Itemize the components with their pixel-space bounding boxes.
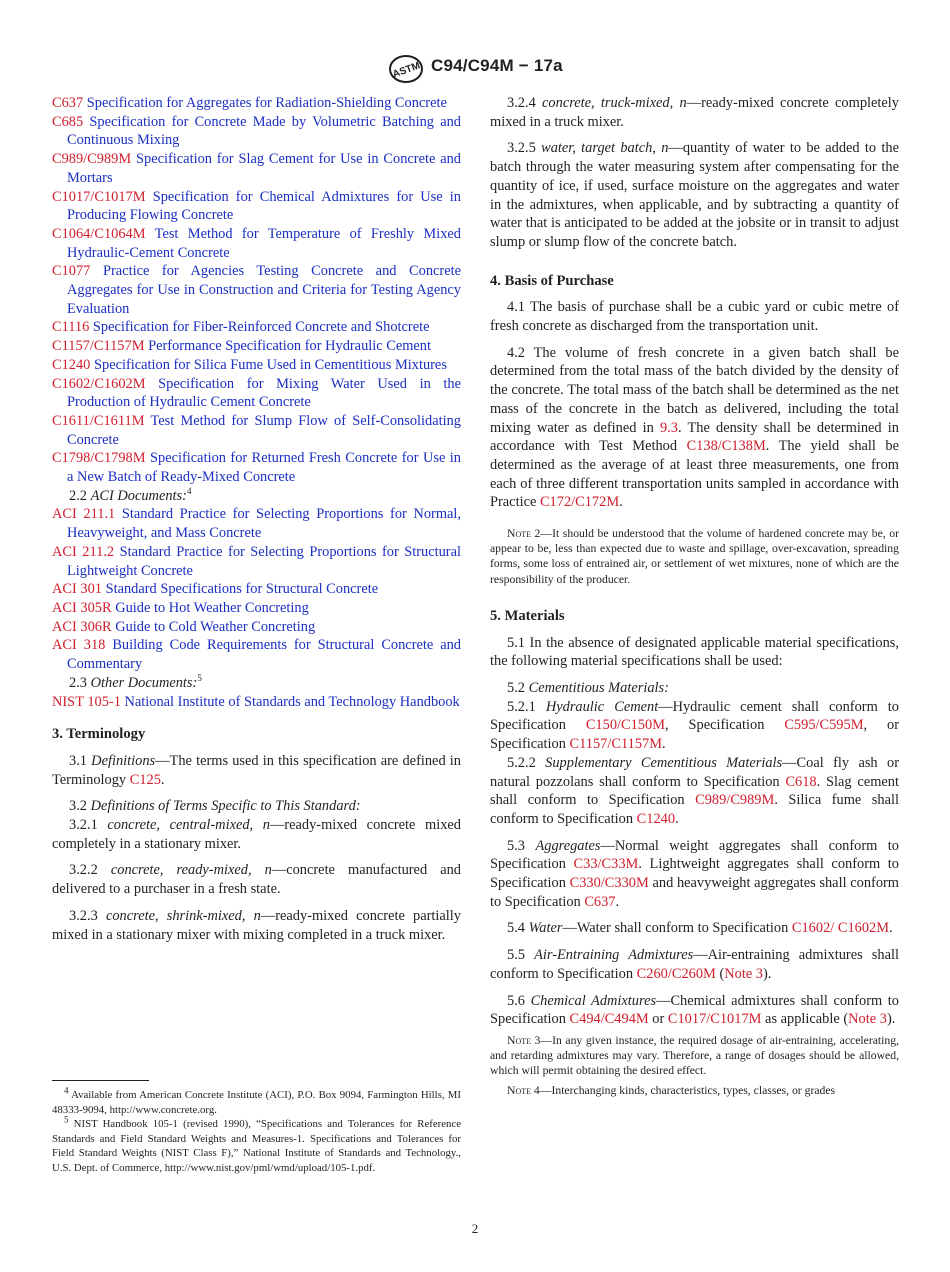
reference-item (52, 412, 461, 449)
note-2: Note 2—It should be understood that the volume of hardened concrete may be, or appear to be, less than expected due to waste and spillage, over-excavation, spreading forms, some loss of entrained air, or settlement of wet mixtures, none of which are the responsibility of the producer. (490, 527, 899, 586)
reference-title-link[interactable]: Standard Specifications for Structural Concrete (105, 581, 379, 598)
para-5-2-1: 5.2.1 Hydraulic Cement—Hydraulic cement shall conform to Specification C150/C150M, Specification C595/C595M, or Specification C1157/C1157M. (490, 698, 900, 753)
reference-title-link[interactable]: Test Method for Temperature of Freshly Mixed Hydraulic-Cement Concrete (67, 225, 462, 261)
aci-reference-list (52, 505, 461, 673)
reference-code-link[interactable]: C1602/C1602M (52, 375, 146, 392)
reference-code-link[interactable]: C685 (52, 113, 84, 130)
link-c618[interactable]: C618 (785, 773, 817, 790)
reference-title-link[interactable]: Specification for Chemical Admixtures for Use in Producing Flowing Concrete (67, 188, 461, 224)
other-reference-list (52, 693, 461, 712)
reference-code-link[interactable]: C1017/C1017M (52, 188, 146, 205)
link-c1157[interactable]: C1157/C1157M (569, 736, 663, 753)
reference-code-link[interactable]: ACI 305R (52, 599, 112, 616)
reference-title-link[interactable]: Specification for Fiber-Reinforced Concrete and Shotcrete (92, 319, 430, 336)
reference-title-link[interactable]: Guide to Hot Weather Concreting (115, 599, 309, 616)
link-c260[interactable]: C260/C260M (636, 965, 716, 982)
reference-item (52, 505, 461, 542)
svg-text:ASTM: ASTM (391, 60, 422, 81)
reference-title-link[interactable]: Specification for Returned Fresh Concrete for Use in a New Batch of Ready-Mixed Concrete (67, 450, 461, 486)
reference-code-link[interactable]: C1240 (52, 356, 91, 373)
reference-code-link[interactable]: C1077 (52, 263, 91, 280)
reference-code-link[interactable]: ACI 318 (52, 637, 106, 654)
reference-title-link[interactable]: Performance Specification for Hydraulic Cement (148, 338, 432, 355)
link-c494[interactable]: C494/C494M (569, 1011, 649, 1028)
section-3-heading: 3. Terminology (52, 726, 146, 743)
para-3-2-1: 3.2.1 concrete, central-mixed, n—ready-mixed concrete mixed completely in a stationary mixer. (52, 817, 461, 852)
para-5-2: 5.2 Cementitious Materials: (507, 679, 669, 696)
link-c138[interactable]: C138/C138M (686, 438, 766, 455)
link-c1240[interactable]: C1240 (636, 810, 676, 827)
reference-item (52, 94, 461, 113)
reference-code-link[interactable]: C1064/C1064M (52, 225, 146, 242)
link-c33[interactable]: C33/C33M (573, 856, 639, 873)
link-note-3[interactable]: Note 3 (848, 1011, 887, 1028)
note-3: Note 3—In any given instance, the required dosage of air-entraining, accelerating, and retarding admixtures may vary. Therefore, a range of dosages should be allowed, which will permit obtaining the desired effect. (490, 1033, 899, 1078)
para-5-5: 5.5 Air-Entraining Admixtures—Air-entraining admixtures shall conform to Specification C260/C260M (Note 3). (490, 947, 899, 982)
reference-code-link[interactable]: C637 (52, 95, 84, 111)
reference-item (52, 318, 461, 337)
reference-item (52, 543, 461, 580)
reference-item (52, 636, 461, 673)
reference-code-link[interactable]: C1611/C1611M (52, 412, 145, 429)
reference-code-link[interactable]: C1116 (52, 319, 90, 336)
reference-code-link[interactable]: C989/C989M (52, 151, 132, 168)
reference-item (52, 375, 461, 412)
para-5-6: 5.6 Chemical Admixtures—Chemical admixtures shall conform to Specification C494/C494M or C1017/C1017M as applicable (Note 3). (490, 992, 899, 1028)
reference-title-link[interactable]: Specification for Aggregates for Radiation-Shielding Concrete (86, 95, 447, 111)
reference-item (52, 188, 461, 225)
para-3-1: 3.1 Definitions—The terms used in this specification are defined in Terminology C125. (52, 752, 461, 788)
reference-item (52, 337, 461, 356)
footnotes (52, 1085, 462, 1176)
reference-title-link[interactable]: Guide to Cold Weather Concreting (115, 618, 316, 635)
reference-title-link[interactable]: Standard Practice for Selecting Proportions for Normal, Heavyweight, and Mass Concrete (67, 506, 461, 542)
astm-logo (388, 55, 424, 83)
reference-item (52, 580, 461, 599)
reference-code-link[interactable]: C1798/C1798M (52, 450, 146, 467)
page-number: 2 (471, 1221, 479, 1236)
footnote-5: $^5$ NIST Handbook 105-1 (revised 1990), “Specifications and Tolerances for Reference Standards and Field Standard Weights and Measures-1. Specifications and Tolerances for Field Standard Weights (NIST Class F),” National Institute of Standards and Technology., U.S. Dept. of Commerce, http://www.nist.gov/pml/wmd/upload/105-1.pdf. (52, 1114, 462, 1174)
reference-item (52, 150, 461, 187)
link-c330[interactable]: C330/C330M (569, 875, 649, 892)
left-column (52, 94, 461, 944)
reference-code-link[interactable]: ACI 306R (52, 618, 112, 635)
footnote-rule (52, 1080, 149, 1081)
reference-item (52, 599, 461, 618)
para-3-2-2: 3.2.2 concrete, ready-mixed, n—concrete manufactured and delivered to a purchaser in a fresh state. (52, 862, 461, 898)
reference-code-link[interactable]: ACI 211.2 (52, 543, 115, 560)
para-5-2-2: 5.2.2 Supplementary Cementitious Materials—Coal fly ash or natural pozzolans shall conform to Specification C618. Slag cement shall conform to Specification C989/C989M. Silica fume shall conform to Specification C1240. (490, 754, 899, 827)
aci-documents-heading: 2.2 ACI Documents:$^4$ (69, 485, 192, 504)
reference-code-link[interactable]: ACI 211.1 (52, 506, 116, 523)
reference-title-link[interactable]: Specification for Silica Fume Used in Cementitious Mixtures (94, 356, 447, 373)
note-4: Note 4—Interchanging kinds, characteristics, types, classes, or grades (507, 1083, 836, 1097)
reference-title-link[interactable]: Standard Practice for Selecting Proportions for Structural Lightweight Concrete (67, 543, 461, 579)
document-id: C94/C94M − 17a (431, 56, 563, 75)
reference-item (52, 356, 461, 375)
reference-title-link[interactable]: Test Method for Slump Flow of Self-Consolidating Concrete (67, 412, 461, 448)
astm-reference-list (52, 94, 461, 487)
reference-item (52, 113, 461, 150)
para-4-2: 4.2 The volume of fresh concrete in a given batch shall be determined from the total mass of the batch divided by the density of the concrete. The total mass of the batch shall be determined as the net mass of the concrete in the batch as delivered, including the total mixing water as defined in 9.3. The density shall be determined in accordance with Test Method C138/C138M. The yield shall be determined as the average of at least three measurements, one from each of three different transportation units sampled in accordance with Practice C172/C172M. (490, 344, 899, 511)
para-3-2-5: 3.2.5 water, target batch, n—quantity of water to be added to the batch through the water measuring system after compensating for the quantity of ice, if used, surface moisture on the aggregates and water in the admixtures, when applicable, and by subtracting a quantity of water that is anticipated to be added at the jobsite or in transit to adjust slump or slump flow of the concrete batch. (490, 140, 899, 250)
link-note-3[interactable]: Note 3 (724, 965, 764, 982)
link-c595[interactable]: C595/C595M (784, 717, 864, 734)
para-3-2-3: 3.2.3 concrete, shrink-mixed, n—ready-mixed concrete partially mixed in a stationary mixer with mixing completed in a truck mixer. (52, 907, 461, 943)
reference-title-link[interactable]: Practice for Agencies Testing Concrete and Concrete Aggregates for Use in Construction and Criteria for Testing Agency Evaluation (67, 263, 462, 317)
link-c637[interactable]: C637 (584, 893, 616, 910)
section-5-heading: 5. Materials (490, 607, 565, 624)
reference-code-link[interactable]: NIST 105-1 (52, 693, 121, 710)
reference-code-link[interactable]: C1157/C1157M (52, 338, 145, 355)
para-5-1: 5.1 In the absence of designated applicable material specifications, the following material specifications shall be used: (490, 634, 899, 670)
para-5-4: 5.4 Water—Water shall conform to Specification C1602/ C1602M. (507, 920, 893, 937)
para-4-1: 4.1 The basis of purchase shall be a cubic yard or cubic metre of fresh concrete as discharged from the transportation unit. (490, 299, 899, 335)
link-c989[interactable]: C989/C989M (695, 792, 775, 809)
para-3-2: 3.2 Definitions of Terms Specific to This Standard: (69, 798, 361, 815)
link-c150[interactable]: C150/C150M (585, 717, 665, 734)
reference-code-link[interactable]: ACI 301 (52, 581, 102, 598)
link-9-3[interactable]: 9.3 (659, 419, 678, 436)
link-c1017[interactable]: C1017/C1017M (667, 1011, 762, 1028)
section-4-heading: 4. Basis of Purchase (490, 272, 614, 289)
reference-title-link[interactable]: Specification for Mixing Water Used in the Production of Hydraulic Cement Concrete (67, 375, 461, 411)
other-documents-heading: 2.3 Other Documents:$^5$ (69, 673, 202, 691)
reference-item (52, 618, 461, 637)
reference-title-link[interactable]: Building Code Requirements for Structural Concrete and Commentary (67, 637, 462, 673)
footnote-4: $^4$ Available from American Concrete Institute (ACI), P.O. Box 9094, Farmington Hills, MI 48333-9094, http://www.concrete.org. (52, 1085, 461, 1116)
para-3-2-4: 3.2.4 concrete, truck-mixed, n—ready-mixed concrete completely mixed in a truck mixer. (490, 95, 899, 130)
reference-item (52, 693, 461, 712)
reference-item (52, 449, 461, 486)
reference-title-link[interactable]: Specification for Concrete Made by Volumetric Batching and Continuous Mixing (67, 113, 461, 149)
link-c1602[interactable]: C1602/ C1602M (791, 920, 890, 937)
link-c172[interactable]: C172/C172M (539, 494, 620, 511)
right-column (490, 94, 899, 1098)
reference-item (52, 262, 461, 318)
reference-item (52, 225, 461, 262)
link-c125[interactable]: C125 (129, 771, 161, 788)
reference-title-link[interactable]: Specification for Slag Cement for Use in Concrete and Mortars (67, 151, 461, 186)
reference-title-link[interactable]: National Institute of Standards and Technology Handbook (124, 693, 460, 710)
para-5-3: 5.3 Aggregates—Normal weight aggregates shall conform to Specification C33/C33M. Lightweight aggregates shall conform to Specification C330/C330M and heavyweight aggregates shall conform to Specification C637. (490, 837, 900, 910)
page-header (0, 55, 950, 85)
